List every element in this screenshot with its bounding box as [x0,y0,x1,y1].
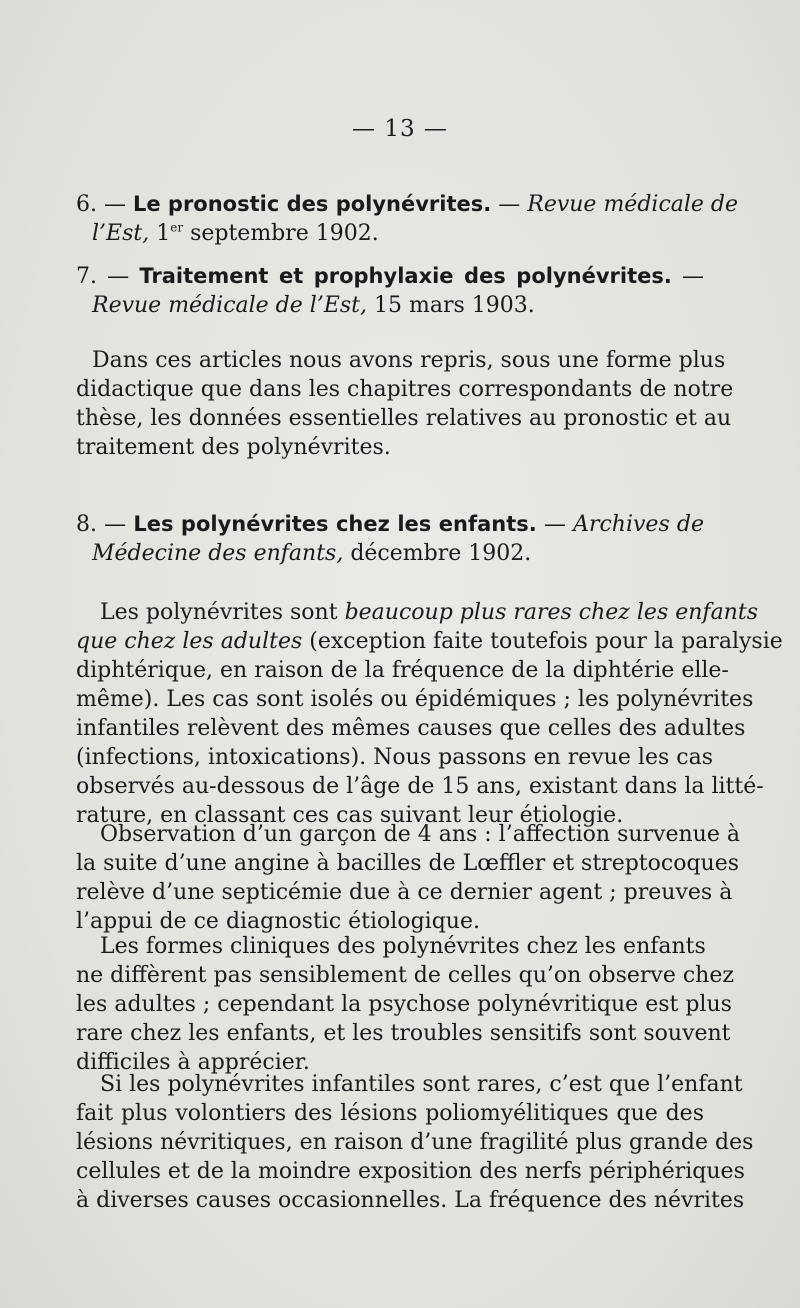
text-line: lésions névritiques, en raison d’une fragilité plus grande des [76,1130,754,1155]
text-line: observés au-dessous de l’âge de 15 ans, existant dans la litté- [76,774,764,799]
entry-7-separator: — [682,264,705,289]
text-line: diphtérique, en raison de la fréquence de la diphtérie elle- [76,658,729,683]
emphasis-span: beaucoup plus rares chez les enfants [344,600,758,625]
entry-6-line-2 [76,219,704,248]
text-span: Les polynévrites sont [100,600,338,625]
paragraph-1 [76,346,734,462]
entry-6-title: Le pronostic des polynévrites. [132,192,492,216]
text-line: rare chez les enfants, et les troubles sensitifs sont souvent [76,1021,731,1046]
entry-8-separator: — [543,512,566,537]
page-number: — 13 — [352,116,448,142]
entry-6-number: 6. — [76,192,126,217]
entry-8-line-1 [76,510,704,539]
text-line [76,598,758,627]
text-line: même). Les cas sont isolés ou épidémiques ; les polynévrites [76,687,754,712]
text-line: Observation d’un garçon de 4 ans : l’affection survenue à [100,822,740,847]
entry-7-number: 7. — [76,264,130,289]
text-line: traitement des polynévrites. [76,435,391,460]
entry-7 [76,262,704,320]
text-line: rature, en classant ces cas suivant leur étiologie. [76,803,624,828]
paragraph-4 [76,932,734,1077]
text-line: l’appui de ce diagnostic étiologique. [76,909,480,934]
entry-8-journal: Archives de [573,512,704,537]
entry-6-date-day: 1 [156,221,171,246]
entry-6-journal-cont: l’Est, [92,221,150,246]
text-span: (exception faite toutefois pour la paralysie [309,629,783,654]
text-line: (infections, intoxications). Nous passons en revue les cas [76,745,713,770]
entry-8-journal-cont: Médecine des enfants, [92,541,344,566]
text-line [76,627,783,656]
entry-7-line-1 [76,262,704,291]
text-line: Les formes cliniques des polynévrites chez les enfants [100,934,706,959]
entry-8-number: 8. — [76,512,127,537]
text-line: ne diffèrent pas sensiblement de celles qu’on observe chez [76,963,734,988]
paragraph-3 [76,820,740,936]
entry-7-date: 15 mars 1903. [374,293,535,318]
text-line: à diverses causes occasionnelles. La fréquence des névrites [76,1188,745,1213]
entry-7-line-2 [76,291,704,320]
entry-6-line-1 [76,190,739,219]
text-line: cellules et de la moindre exposition des nerfs périphériques [76,1159,745,1184]
entry-8-line-2 [76,539,704,568]
entry-8 [76,510,704,568]
entry-8-date: décembre 1902. [350,541,532,566]
text-line: infantiles relèvent des mêmes causes que celles des adultes [76,716,746,741]
text-line: les adultes ; cependant la psychose polynévritique est plus [76,992,732,1017]
text-line: difficiles à apprécier. [76,1050,310,1075]
text-line: fait plus volontiers des lésions poliomyélitiques que des [76,1101,704,1126]
entry-6-date-sup: er [170,220,184,235]
paragraph-5 [76,1070,754,1215]
text-line: relève d’une septicémie due à ce dernier agent ; preuves à [76,880,733,905]
text-line: Si les polynévrites infantiles sont rares, c’est que l’enfant [100,1072,743,1097]
text-line: thèse, les données essentielles relatives au pronostic et au [76,406,732,431]
entry-6-journal: Revue médicale de [527,192,739,217]
entry-6-separator: — [498,192,521,217]
text-line: didactique que dans les chapitres correspondants de notre [76,377,734,402]
text-line: Dans ces articles nous avons repris, sous une forme plus [92,348,726,373]
entry-6-date: septembre 1902. [190,221,379,246]
paragraph-2 [76,598,783,830]
entry-7-journal: Revue médicale de l’Est, [92,293,367,318]
entry-6 [76,190,739,248]
emphasis-span: que chez les adultes [76,629,303,654]
entry-7-title: Traitement et prophylaxie des polynévrites. [139,264,672,288]
text-line: la suite d’une angine à bacilles de Lœffler et streptocoques [76,851,740,876]
entry-8-title: Les polynévrites chez les enfants. [133,512,537,536]
